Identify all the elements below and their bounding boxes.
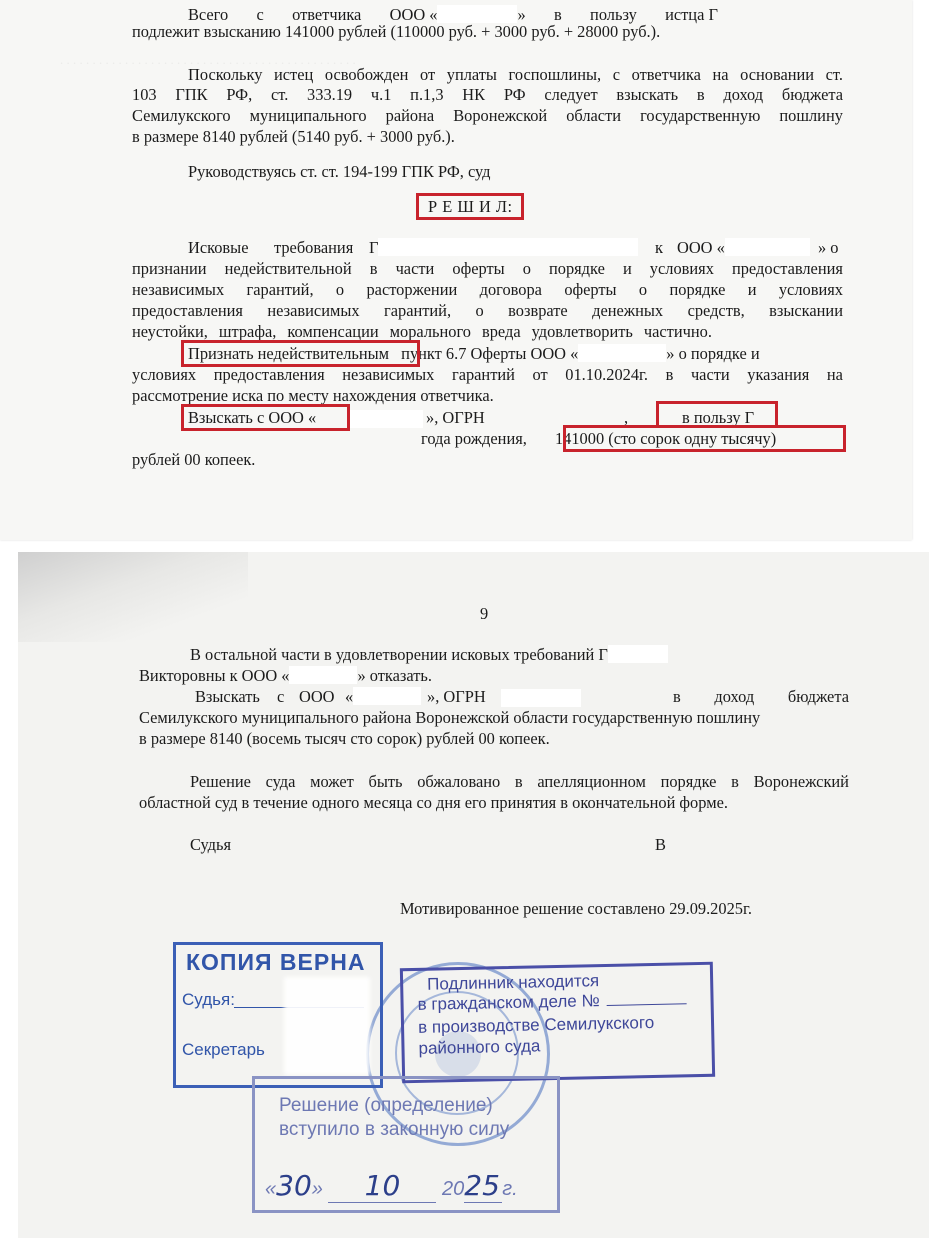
stamp-line: вступило в законную силу	[279, 1119, 510, 1140]
word: Взыскать	[195, 687, 260, 706]
word: может	[310, 772, 354, 791]
word: штрафа,	[218, 322, 277, 341]
highlight-box	[416, 193, 524, 220]
word: пошлину	[779, 106, 843, 125]
bleed-through-text: . . . . . . . . . . . . . . . . . . . . . . . . . . . . . . . . . . . . . . . . . . . . . .	[60, 52, 356, 67]
word: денежных	[592, 301, 664, 320]
word: пункт 6.7 Оферты ООО «	[401, 344, 579, 363]
word: Решение	[190, 772, 251, 791]
word: бюджета	[787, 687, 849, 706]
word: » о порядке и	[666, 344, 760, 363]
word: части	[395, 259, 435, 278]
isk-line-4	[132, 301, 843, 321]
word: о	[522, 259, 531, 278]
word: независимых	[342, 365, 435, 384]
word: суда	[265, 772, 296, 791]
word: возврате	[508, 301, 568, 320]
word: области	[566, 106, 622, 125]
word: РФ,	[226, 85, 253, 104]
word: независимых	[267, 301, 360, 320]
p1-line-2: подлежит взысканию 141000 рублей (110000 руб. + 3000 руб. + 28000 руб.).	[132, 22, 661, 41]
word: недействительной	[224, 259, 352, 278]
word: договора	[479, 280, 542, 299]
word: года рождения,	[421, 429, 527, 448]
word: неустойки,	[132, 322, 208, 341]
word: следует	[544, 85, 598, 104]
vzyskat-line-3: рублей 00 копеек.	[132, 450, 256, 469]
stamp-day: 30	[276, 1169, 312, 1202]
word: уплаты	[446, 65, 497, 84]
redaction	[501, 689, 581, 707]
word: п.1,3	[410, 85, 444, 104]
redaction	[437, 5, 517, 23]
word: взыскании	[769, 301, 843, 320]
word: Г	[369, 238, 638, 258]
word: к	[655, 238, 663, 257]
sudya-initial: В	[655, 835, 666, 854]
word: ч.1	[370, 85, 392, 104]
word: и	[622, 259, 632, 278]
stamp-line: Подлинник находится	[426, 971, 600, 994]
word: гарантий,	[384, 301, 452, 320]
word: Исковые	[188, 238, 249, 257]
stamp-title: КОПИЯ ВЕРНА	[186, 949, 366, 975]
isk-line-3	[132, 280, 843, 300]
word: Признать недействительным	[188, 344, 390, 363]
word: порядке	[669, 280, 726, 299]
p2-line-4: в размере 8140 рублей (5140 руб. + 3000 руб.).	[132, 127, 455, 146]
word: ООО « »	[389, 5, 526, 24]
rukovodstvuyas: Руководствуясь ст. ст. 194-199 ГПК РФ, суд	[188, 162, 491, 181]
word: муниципального	[249, 106, 367, 125]
obzhal-line-2: областной суд в течение одного месяца со дня его принятия в окончательной форме.	[139, 793, 728, 812]
vzysk2-line-2: Семилукского муниципального района Воронежской области государственную пошлину	[139, 708, 761, 727]
word: в	[514, 772, 523, 791]
word: освобожден	[324, 65, 409, 84]
word: средств,	[687, 301, 745, 320]
word: независимых	[132, 280, 225, 299]
stamp-podlinnik	[400, 962, 715, 1084]
word: и	[747, 280, 757, 299]
word: в	[696, 85, 705, 104]
word: условиях	[132, 365, 197, 384]
isk-line-5	[132, 322, 712, 342]
stamp-case-number-line	[607, 1003, 687, 1006]
priznat-line-3: рассмотрение иска по месту нахождения ответчика.	[132, 386, 494, 405]
word: предоставления	[731, 259, 843, 278]
redaction	[284, 977, 370, 1075]
word: «	[345, 687, 421, 707]
word: », ОГРН	[426, 408, 485, 427]
word: 141000 (сто сорок одну тысячу)	[554, 429, 777, 448]
word: оферты	[452, 259, 505, 278]
word: расторжении	[366, 280, 458, 299]
highlight-box	[656, 401, 778, 428]
word: порядке	[548, 259, 605, 278]
word: предоставления	[132, 301, 243, 320]
stamp-kopiya-verna	[173, 942, 383, 1088]
ostalnoy-line-2	[139, 666, 432, 686]
word: в	[553, 5, 562, 24]
stamp-line: Решение (определение)	[279, 1095, 493, 1116]
stamp-date: «30» 10 2025 г.	[265, 1169, 518, 1202]
word: НК	[462, 85, 486, 104]
word: », ОГРН	[427, 687, 486, 706]
scan-shadow	[18, 552, 248, 642]
stamp-line: в производстве Семилукского	[417, 1012, 655, 1037]
word: ООО «	[677, 238, 810, 258]
word: ,	[624, 408, 629, 427]
word: частично.	[643, 322, 712, 341]
word: Воронежский	[753, 772, 849, 791]
p2-line-3	[132, 106, 843, 126]
isk-line-2	[132, 259, 843, 279]
word: В остальной части в удовлетворении исковых требований Г	[190, 645, 608, 664]
word: в	[369, 259, 378, 278]
vzysk2-tail	[593, 687, 849, 707]
word: Взыскать с ООО «	[188, 408, 317, 427]
word: гарантий,	[246, 280, 314, 299]
highlight-box	[563, 425, 846, 452]
word: района	[385, 106, 435, 125]
word: быть	[368, 772, 403, 791]
word: апелляционном	[537, 772, 646, 791]
word: вреда	[481, 322, 521, 341]
word: оферты	[564, 280, 617, 299]
obzhal-line-1	[190, 772, 849, 792]
vzysk2-line-3: в размере 8140 (восемь тысяч сто сорок) рублей 00 копеек.	[139, 729, 550, 748]
word: признании	[132, 259, 207, 278]
stamp-line: в гражданском деле №	[417, 991, 600, 1014]
word: в пользу Г	[682, 408, 755, 427]
word: указания	[747, 365, 810, 384]
word: пользу	[590, 5, 637, 24]
word: основании	[740, 65, 815, 84]
word: о	[335, 280, 345, 299]
reshil-heading: Р Е Ш И Л:	[428, 197, 513, 216]
word: РФ	[503, 85, 526, 104]
word: части	[690, 365, 730, 384]
redaction	[608, 645, 668, 663]
redaction	[348, 410, 423, 428]
word: государственную	[640, 106, 761, 125]
word: в	[665, 365, 674, 384]
word: истца Г	[665, 5, 718, 24]
word: доход	[714, 687, 755, 706]
priznat-line-2	[132, 365, 843, 385]
word: ст.	[825, 65, 843, 84]
sudya-label: Судья	[190, 835, 232, 854]
word: удовлетворить	[531, 322, 633, 341]
document-page-1	[0, 0, 912, 540]
word: от	[420, 65, 436, 84]
word: » отказать.	[357, 666, 432, 685]
redaction	[725, 238, 810, 256]
p2-line-2	[132, 85, 843, 105]
word: доход	[723, 85, 764, 104]
page-number: 9	[480, 604, 489, 623]
word: порядке	[660, 772, 717, 791]
word: на	[826, 365, 843, 384]
word: ответчика	[292, 5, 362, 24]
stamp-month: 10	[328, 1169, 436, 1203]
word: компенсации	[287, 322, 379, 341]
word: Всего	[188, 5, 229, 24]
p2-line-1	[188, 65, 843, 85]
word: истец	[274, 65, 314, 84]
word: в	[731, 772, 739, 791]
ostalnoy-line-1	[190, 645, 668, 665]
word: в	[673, 687, 681, 706]
word: о	[475, 301, 484, 320]
word: ст.	[270, 85, 289, 104]
word: с	[277, 687, 285, 706]
highlight-box	[181, 340, 420, 367]
word: ООО	[299, 687, 335, 706]
word: обжаловано	[417, 772, 501, 791]
word: гарантий	[451, 365, 515, 384]
word: на	[712, 65, 729, 84]
stamp-year-suffix: 25	[464, 1169, 502, 1203]
word: 103	[132, 85, 157, 104]
word: бюджета	[781, 85, 843, 104]
document-page-2	[18, 552, 929, 1238]
word: госпошлины,	[508, 65, 602, 84]
word: Поскольку	[188, 65, 263, 84]
stamp-sekretar-label: Секретарь	[182, 1040, 265, 1059]
word: требования	[274, 238, 354, 257]
redaction	[289, 666, 357, 684]
word: Викторовны к ООО «	[139, 666, 290, 685]
word: Семилукского	[132, 106, 231, 125]
word: о	[638, 280, 648, 299]
word: взыскать	[616, 85, 679, 104]
word: 01.10.2024г.	[565, 365, 648, 384]
stamp-reshenie-vstupilo	[252, 1076, 560, 1213]
motivirovannoe-reshenie: Мотивированное решение составлено 29.09.2025г.	[400, 899, 752, 918]
word: с	[612, 65, 621, 84]
stamp-sudya-label: Судья:	[182, 990, 235, 1009]
word: ответчика	[631, 65, 701, 84]
word: от	[532, 365, 548, 384]
word: 333.19	[307, 85, 353, 104]
word: ГПК	[175, 85, 208, 104]
stamp-line: районного суда	[418, 1036, 541, 1058]
word: условиях	[778, 280, 843, 299]
word: условиях	[649, 259, 714, 278]
word: предоставления	[213, 365, 325, 384]
word: с	[256, 5, 264, 24]
stamp-year-prefix: 20	[442, 1178, 465, 1200]
word: морального	[389, 322, 471, 341]
redaction	[378, 238, 638, 256]
stamp-year-g: г.	[502, 1178, 518, 1200]
redaction	[578, 344, 666, 362]
redaction	[353, 687, 421, 705]
highlight-box	[181, 404, 350, 431]
word: Воронежской	[453, 106, 548, 125]
word: » о	[818, 238, 839, 257]
